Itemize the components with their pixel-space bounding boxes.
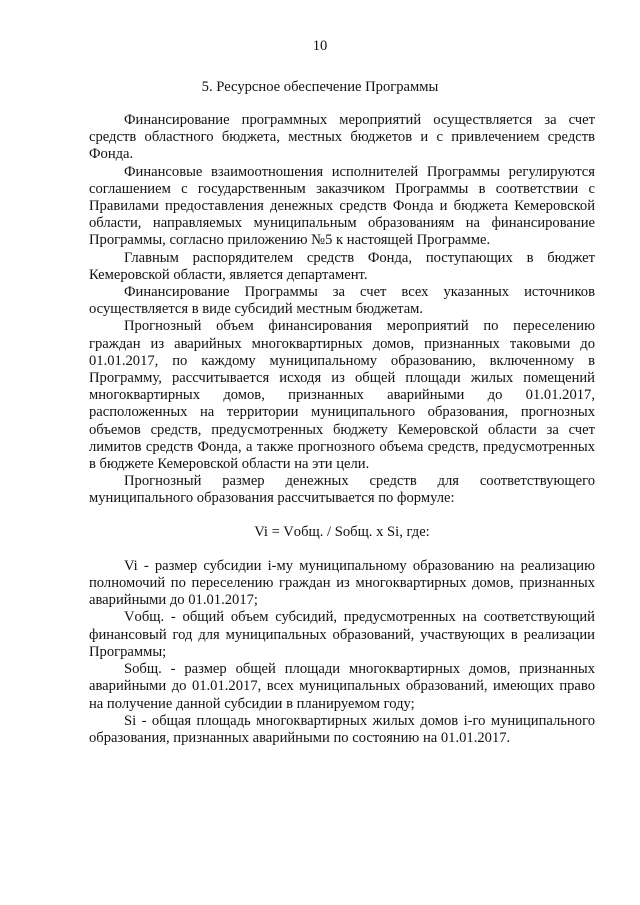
page-number: 10 bbox=[312, 38, 328, 54]
section-heading: 5. Ресурсное обеспечение Программы bbox=[201, 79, 439, 95]
definition-vi: Vi - размер субсидии i-му муниципальному образованию на реализацию полномочий по переселению граждан из многоквартирных домов, признанных аварийными до 01.01.2017; bbox=[89, 557, 595, 609]
document-body bbox=[89, 112, 595, 747]
paragraph-subsidies: Финансирование Программы за счет всех указанных источников осуществляется в виде субсидий местным бюджетам. bbox=[89, 284, 595, 318]
paragraph-main-manager: Главным распорядителем средств Фонда, поступающих в бюджет Кемеровской области, является департамент. bbox=[89, 249, 595, 283]
paragraph-forecast-volume: Прогнозный объем финансирования мероприятий по переселению граждан из аварийных многоквартирных домов, признанных таковыми до 01.01.2017, по каждому муниципальному образованию, включенному в Программу, рассчитывается исходя из общей площади жилых помещений многоквартирных домов, признанных аварийными до 01.01.2017, расположенных на территории муниципального образования, прогнозных объемов средств, предусмотренных бюджету Кемеровской области за счет лимитов средств Фонда, а также прогнозного объема средств, предусмотренных в бюджете Кемеровской области на эти цели. bbox=[89, 318, 595, 473]
formula: Vi = Vобщ. / Sобщ. x Si, где: bbox=[254, 523, 430, 540]
paragraph-financial-relations: Финансовые взаимоотношения исполнителей Программы регулируются соглашением с государственным заказчиком Программы в соответствии с Правилами предоставления денежных средств Фонда и бюджета Кемеровской области, направляемых муниципальным образованиям на финансирование Программы, согласно приложению №5 к настоящей Программе. bbox=[89, 163, 595, 249]
definition-vtotal: Vобщ. - общий объем субсидий, предусмотренных на соответствующий финансовый год для муниципальных образований, участвующих в реализации Программы; bbox=[89, 609, 595, 660]
definition-si: Si - общая площадь многоквартирных жилых домов i-го муниципального образования, признанных аварийными по состоянию на 01.01.2017. bbox=[89, 712, 595, 746]
definition-stotal: Sобщ. - размер общей площади многоквартирных домов, признанных аварийными до 01.01.2017, всех муниципальных образований, имеющих право на получение данной субсидии в планируемом году; bbox=[89, 661, 595, 712]
paragraph-formula-intro: Прогнозный размер денежных средств для соответствующего муниципального образования рассчитывается по формуле: bbox=[89, 473, 595, 507]
paragraph-financing-sources: Финансирование программных мероприятий осуществляется за счет средств областного бюджета, местных бюджетов и с привлечением средств Фонда. bbox=[89, 112, 595, 163]
